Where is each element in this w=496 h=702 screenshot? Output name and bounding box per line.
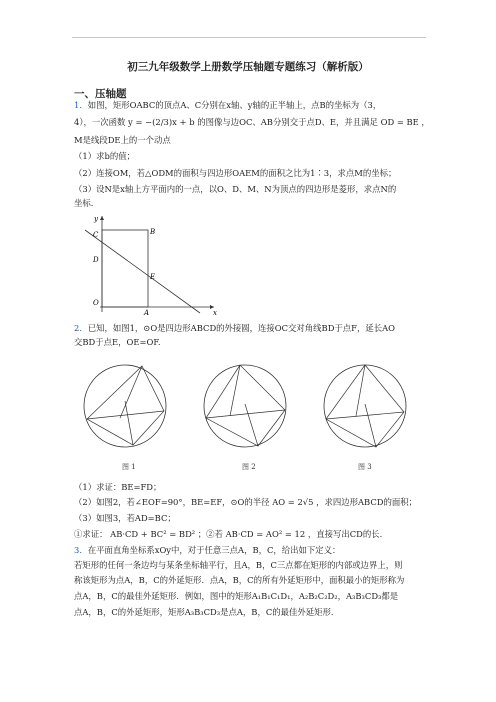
q3-line-3: 称该矩形为点A，B，C的外延矩形．点A，B，C的所有外延矩形中，面积最小的矩形称为: [74, 575, 405, 585]
q2-sub-1: （1）求证：BE=FD；: [74, 482, 162, 492]
q2-sub-3: （3）如图3，若AD=BC；: [74, 513, 176, 523]
figure-1-coordinate-diagram: [80, 212, 220, 316]
q2-line-1: 2．已知，如图1，⊙O是四边形ABCD的外接圆，连接OC交对角线BD于点F，延长AO: [74, 323, 396, 333]
q2-sub-3b: ①求证： AB·CD + BC² = BD² ；②若 AB·CD = AO² = 12 ，直接写出CD的长.: [74, 529, 383, 539]
caption-fig-2: 图 2: [242, 463, 256, 471]
bd-fig1: [87, 411, 164, 419]
q3-line-5: 点A，B，C的外延矩形，矩形A₃B₃CD₃是点A，B，C的最佳外延矩形．: [74, 607, 340, 617]
q1-sub-2: （2）连接OM，若△ODM的面积与四边形OAEM的面积之比为1∶3，求点M的坐标；: [74, 168, 397, 178]
circle-fig3: [324, 365, 406, 447]
q1-sub-1: （1）求b的值；: [74, 151, 135, 161]
circle-fig2: [204, 365, 286, 447]
ae-fig3: [356, 365, 365, 416]
q1-number: 1．: [74, 100, 88, 110]
q1-sub-3: （3）设N是x轴上方平面内的一点，以O、D、M、N为顶点的四边形是菱形，求点N的: [74, 184, 397, 194]
label-e: E: [150, 273, 156, 281]
oc-fig3: [365, 404, 376, 447]
section-heading: 一、压轴题: [74, 88, 127, 100]
q3-line-1: 3．在平面直角坐标系xOy中，对于任意三点A，B，C，给出如下定义：: [74, 545, 341, 555]
figure-2-circles: [80, 356, 420, 456]
q1-line-1: 1．如图，矩形OABC的顶点A、C分别在x轴、y轴的正半轴上，点B的坐标为（3，: [74, 100, 382, 110]
bd-fig3: [326, 412, 404, 419]
caption-fig-3: 图 3: [358, 463, 372, 471]
q3-number: 3．: [74, 545, 88, 555]
label-b: B: [150, 228, 156, 236]
q2-line-2: 交BD于点E，OE=OF.: [74, 337, 161, 347]
header-rule: [72, 37, 426, 38]
label-c: C: [93, 231, 99, 239]
q1-line-2: 4），一次函数 y = −(2/3)x + b 的图像与边OC、AB分别交于点D、E，并且满足 OD = BE ，: [74, 117, 430, 127]
q1-sub-3b: 坐标.: [74, 198, 94, 208]
y-axis-arrow-icon: [100, 216, 104, 220]
ae-fig1: [120, 366, 142, 418]
q3-line-4: 点A，B，C的最佳外延矩形．例如，图中的矩形A₁B₁C₁D₁，A₂B₂C₂D₂，A₃B₃CD₃都是: [74, 591, 399, 601]
caption-fig-1: 图 1: [122, 463, 136, 471]
label-o: O: [93, 299, 99, 307]
label-y: y: [94, 215, 98, 223]
page-title: 初三九年级数学上册数学压轴题专题练习（解析版）: [127, 61, 369, 73]
q1-line-3: M是线段DE上的一个动点: [74, 135, 171, 145]
label-d: D: [93, 256, 99, 264]
label-x: x: [213, 309, 217, 316]
oc-fig1: [125, 401, 133, 445]
q3-line-2: 若矩形的任何一条边均与某条坐标轴平行，且A，B，C三点都在矩形的内部或边界上，则: [74, 560, 403, 570]
quad-fig3: [326, 365, 404, 447]
label-a: A: [144, 309, 150, 316]
bd-fig2: [206, 410, 285, 418]
q2-number: 2．: [74, 323, 88, 333]
rectangle-oabc: [102, 230, 148, 307]
q2-sub-2: （2）如图2，若∠EOF=90°，BE=EF，⊙O的半径 AO = 2√5 ，求四边形ABCD的面积；: [74, 497, 417, 507]
